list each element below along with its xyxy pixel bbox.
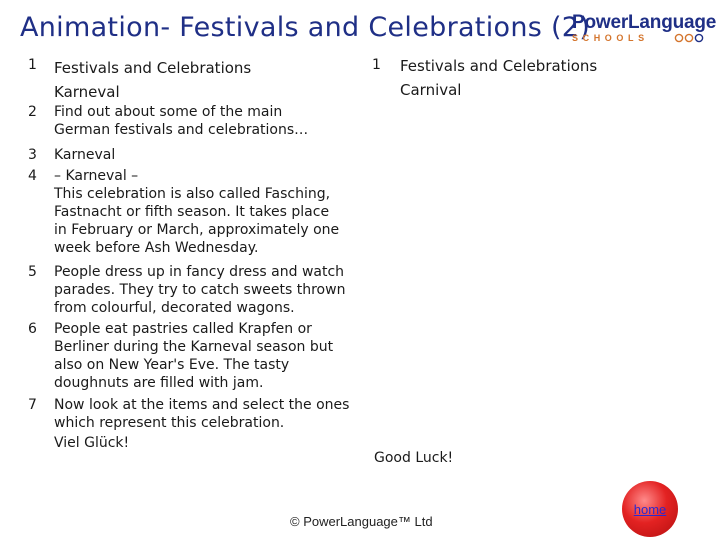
item-line: Karneval [54, 83, 120, 101]
right-item-number: 1 [372, 57, 381, 73]
right-heading-line: Festivals and Celebrations [400, 57, 598, 75]
powerlanguage-logo [572, 12, 717, 46]
logo-dots-icon [674, 33, 708, 43]
right-heading-line: Carnival [400, 81, 462, 99]
item-line: People eat pastries called Krapfen or [54, 321, 312, 337]
item-line: also on New Year's Eve. The tasty [54, 357, 290, 373]
logo-subtitle: SCHOOLS [572, 33, 649, 43]
item-line: Viel Glück! [54, 435, 130, 451]
right-heading [400, 54, 597, 102]
item-number: 7 [28, 397, 37, 413]
good-luck-text: Good Luck! [374, 450, 454, 466]
item-line: Karneval [54, 147, 116, 163]
item-line: from colourful, decorated wagons. [54, 300, 295, 316]
item-line: Fastnacht or fifth season. It takes place [54, 204, 330, 220]
item-line: This celebration is also called Fasching, [54, 186, 331, 202]
item-line: which represent this celebration. [54, 415, 285, 431]
item-line: week before Ash Wednesday. [54, 240, 259, 256]
item-number: 5 [28, 264, 37, 280]
item-line: Find out about some of the main [54, 104, 283, 120]
item-line: doughnuts are filled with jam. [54, 375, 264, 391]
item-number: 1 [28, 57, 37, 73]
item-line: People dress up in fancy dress and watch [54, 264, 345, 280]
item-number: 6 [28, 321, 37, 337]
item-line: Now look at the items and select the ones [54, 397, 350, 413]
home-button[interactable] [622, 481, 678, 537]
home-link[interactable]: home [633, 501, 667, 517]
item-line: Berliner during the Karneval season but [54, 339, 334, 355]
item-line: in February or March, approximately one [54, 222, 340, 238]
item-line: Festivals and Celebrations [54, 59, 252, 77]
item-line: parades. They try to catch sweets thrown [54, 282, 346, 298]
copyright-footer: © PowerLanguage™ Ltd [290, 514, 433, 529]
item-line: – Karneval – [54, 168, 139, 184]
item-number: 4 [28, 168, 37, 184]
item-line: German festivals and celebrations… [54, 122, 309, 138]
item-number: 2 [28, 104, 37, 120]
page-title: Animation- Festivals and Celebrations (2) [20, 12, 591, 43]
logo-wordmark: PowerLanguage [572, 12, 717, 33]
item-number: 3 [28, 147, 37, 163]
